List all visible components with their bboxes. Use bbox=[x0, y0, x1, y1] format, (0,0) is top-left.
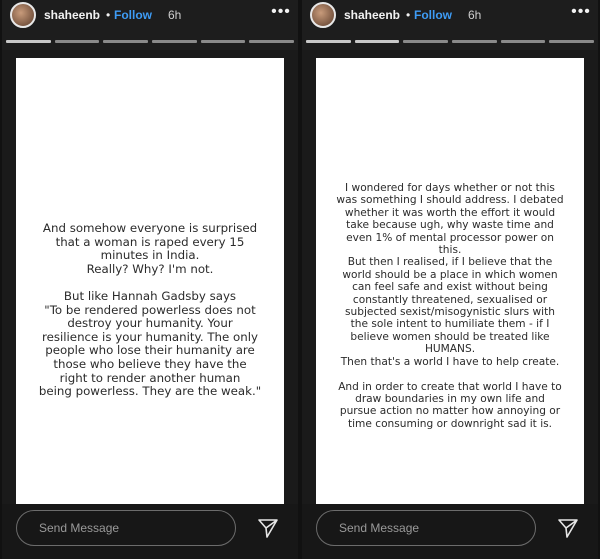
avatar[interactable] bbox=[310, 2, 336, 28]
progress-segment bbox=[501, 40, 546, 43]
story-content[interactable] bbox=[316, 58, 584, 504]
progress-segment bbox=[249, 40, 294, 43]
send-message-input[interactable]: Send Message bbox=[316, 510, 536, 546]
progress-segment bbox=[549, 40, 594, 43]
story-footer bbox=[302, 504, 598, 559]
send-icon[interactable] bbox=[556, 516, 580, 540]
story-progress-bar bbox=[306, 40, 594, 44]
separator-dot: • bbox=[106, 8, 111, 22]
follow-button[interactable]: Follow bbox=[114, 8, 152, 22]
story-panel-right bbox=[302, 0, 598, 559]
send-message-input[interactable]: Send Message bbox=[16, 510, 236, 546]
story-content[interactable] bbox=[16, 58, 284, 504]
send-icon[interactable] bbox=[256, 516, 280, 540]
progress-segment bbox=[201, 40, 246, 43]
avatar[interactable] bbox=[10, 2, 36, 28]
progress-segment bbox=[355, 40, 400, 43]
story-progress-bar bbox=[6, 40, 294, 44]
progress-segment bbox=[6, 40, 51, 43]
post-time: 6h bbox=[468, 8, 482, 22]
progress-segment bbox=[103, 40, 148, 43]
story-header bbox=[2, 0, 298, 50]
progress-segment bbox=[55, 40, 100, 43]
progress-segment bbox=[452, 40, 497, 43]
progress-segment bbox=[152, 40, 197, 43]
progress-segment bbox=[403, 40, 448, 43]
username[interactable]: shaheenb bbox=[44, 8, 101, 22]
username[interactable]: shaheenb bbox=[344, 8, 401, 22]
more-options-icon[interactable]: ••• bbox=[271, 3, 291, 20]
post-time: 6h bbox=[168, 8, 182, 22]
story-text: I wondered for days whether or not this was something I should address. I debated whether it was worth the effort it would take because ugh, why waste time and even 1% of mental processor power on this. But then I realised, if I believe that the world should be a place in which women can feel safe and exist without being constantly threatened, sexualised or subjected sexist/misogynistic slurs with the sole intent to humiliate them - if I believe women should be treated like HUMANS. Then that's a world I have to help create. And in order to create that world I have to draw boundaries in my own life and pursue action no matter how annoying or time consuming or downright sad it is. bbox=[336, 182, 564, 430]
follow-button[interactable]: Follow bbox=[414, 8, 452, 22]
story-header bbox=[302, 0, 598, 50]
story-text: And somehow everyone is surprised that a woman is raped every 15 minutes in India. Really? Why? I'm not. But like Hannah Gadsby says "To be rendered powerless does not destroy your humanity. Your resilience is your humanity. The only people who lose their humanity are those who believe they have the right to render another human being powerless. They are the weak." bbox=[38, 221, 262, 399]
separator-dot: • bbox=[406, 8, 411, 22]
story-footer bbox=[2, 504, 298, 559]
more-options-icon[interactable]: ••• bbox=[571, 3, 591, 20]
progress-segment bbox=[306, 40, 351, 43]
story-panel-left bbox=[2, 0, 298, 559]
